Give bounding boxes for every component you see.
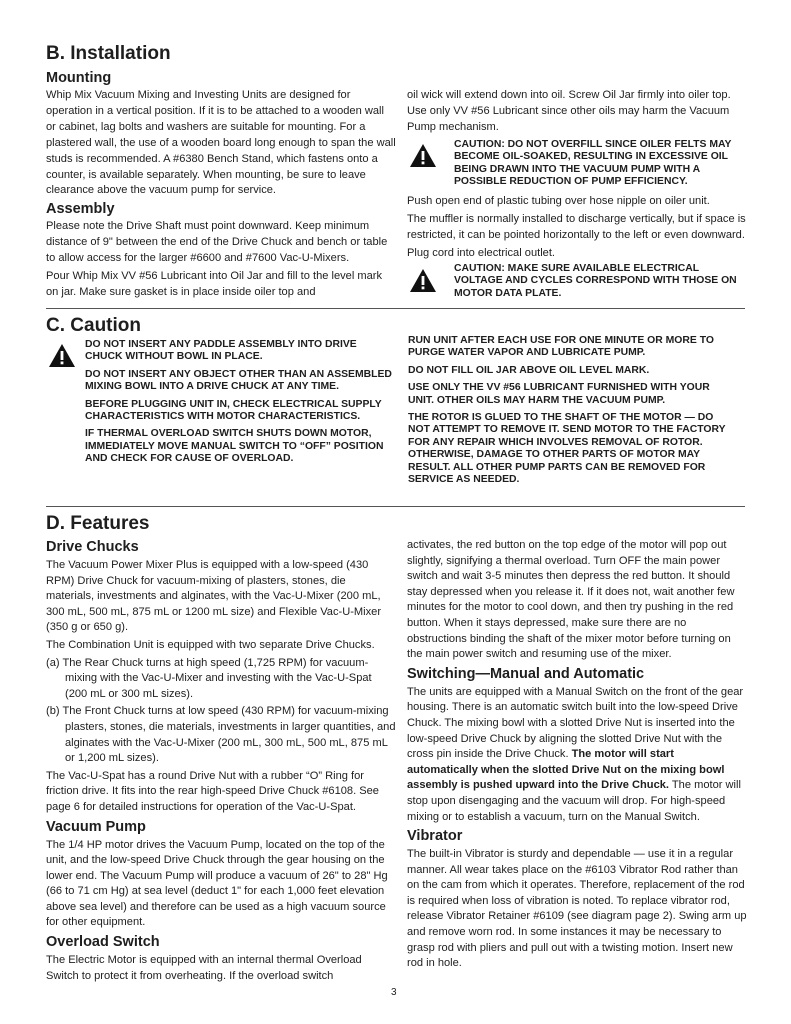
divider	[46, 506, 745, 507]
drive-chucks-title: Drive Chucks	[46, 539, 139, 555]
caution-item: IF THERMAL OVERLOAD SWITCH SHUTS DOWN MOTOR, IMMEDIATELY MOVE MANUAL SWITCH TO “OFF” POSITION AND CHECK FOR CAUSE OF OVERLOAD.	[85, 428, 384, 465]
mounting-text: Whip Mix Vacuum Mixing and Investing Units are designed for operation in a vertical position. If it is to be attached to a wooden wall or cabinet, lag bolts and washers are suitable for mounting. For a plastered wall, the use of a wooden board long enough to span the wall studs is recommended. A #6380 Bench Stand, which fastens onto a counter, is available separately. When mounting, be sure to leave clearance above the vacuum pump for service.	[46, 89, 396, 197]
section-d-left-column	[46, 539, 396, 986]
vacuum-pump-text: The 1/4 HP motor drives the Vacuum Pump, located on the top of the unit, and the low-speed Drive Chuck through the gear housing on the lower end. The Vacuum Pump will produce a vacuum of 26" to 28" Hg (66 to 71 cm Hg) at sea level (deduct 1" for each 1,000 feet elevation above sea level) and therefore can be used as a high vacuum source for other equipment.	[46, 838, 388, 929]
vibrator-title: Vibrator	[407, 828, 463, 845]
section-b-right-column-2	[407, 194, 747, 264]
drive-chucks-p2: The Combination Unit is equipped with two separate Drive Chucks.	[46, 638, 375, 651]
assembly-title: Assembly	[46, 201, 115, 218]
vibrator-text: The built-in Vibrator is sturdy and dependable — use it in a regular manner. All wear takes place on the #6103 Vibrator Rod rather than on the cam from which it operates. Therefore, replacement of the rod is required when loss of vibration is noted. To replace vibrator rod, release Vibrator Retainer #6109 (see diagram page 2). Swing arm up and remove worn rod. In some instances it may be necessary to grasp rod with pliers and pull out with a twisting motion. Insert new rod in hole.	[407, 848, 747, 970]
switching-text-2: The motor will stop upon disengaging and the vacuum will drop. For high-speed mixing or to establish a vacuum, turn on the Manual Switch.	[407, 779, 741, 823]
section-b-right-column	[407, 88, 745, 138]
warning-triangle-icon	[409, 143, 437, 168]
warning-triangle-icon	[409, 268, 437, 293]
assembly-p2: Pour Whip Mix VV #56 Lubricant into Oil Jar and fill to the level mark on jar. Make sure gasket is in place inside oiler top and	[46, 270, 383, 298]
overload-switch-title: Overload Switch	[46, 934, 160, 951]
switching-text-bold: The motor will start automatically when the slotted Drive Nut on the mixing bowl assembly is pushed upward into the Drive Chuck.	[407, 748, 725, 792]
mounting-title: Mounting	[46, 70, 112, 86]
section-c-heading: C. Caution	[46, 315, 141, 336]
assembly-p3: oil wick will extend down into oil. Screw Oil Jar firmly into oiler top. Use only VV #56 Lubricant since other oils may harm the Vacuum Pump mechanism.	[407, 89, 731, 133]
caution-left-list	[85, 339, 395, 471]
assembly-p1: Please note the Drive Shaft must point downward. Keep minimum distance of 9" between the end of the Drive Chuck and bench or table to allow access for the larger #6600 and #7600 Vac-U-Mixers.	[46, 220, 388, 265]
page-number: 3	[391, 987, 397, 998]
section-d-right-column	[407, 538, 747, 974]
caution-item: DO NOT FILL OIL JAR ABOVE OIL LEVEL MARK.	[408, 364, 650, 376]
caution-item: THE ROTOR IS GLUED TO THE SHAFT OF THE MOTOR — DO NOT ATTEMPT TO REMOVE IT. SEND MOTOR TO THE FACTORY FOR ANY REPAIR WHICH INVOLVES REMOVAL OF ROTOR. OTHERWISE, DAMAGE TO OTHER PARTS OF MOTOR MAY RESULT. ALL OTHER PUMP PARTS CAN BE REMOVED FOR SERVICE AS NEEDED.	[408, 412, 726, 486]
caution-overfill: CAUTION: DO NOT OVERFILL SINCE OILER FELTS MAY BECOME OIL-SOAKED, RESULTING IN EXCESSIVE OIL BEING DRAWN INTO THE VACUUM PUMP WITH A POSSIBLE REDUCTION OF PUMP EFFICIENCY.	[454, 139, 732, 188]
divider	[46, 308, 745, 309]
assembly-p6: Plug cord into electrical outlet.	[407, 246, 555, 259]
switching-text	[407, 685, 747, 825]
caution-item: DO NOT INSERT ANY OBJECT OTHER THAN AN ASSEMBLED MIXING BOWL INTO A DRIVE CHUCK AT ANY TIME.	[85, 368, 392, 393]
caution-right-list	[408, 335, 738, 491]
switching-text-1: The units are equipped with a Manual Switch on the front of the gear housing. There is an automatic switch built into the low-speed Drive Chuck. The mixing bowl with a slotted Drive Nut is inserted into the low-speed Drive Chuck by aligning the slotted Drive Nut with the cross pin inside the Drive Chuck.	[407, 685, 744, 761]
assembly-p5: The muffler is normally installed to discharge vertically, but if space is restricted, it can be pointed horizontally to the left or even downward.	[407, 212, 746, 241]
section-d-heading: D. Features	[46, 513, 150, 534]
section-b-left-column	[46, 88, 396, 303]
caution-voltage: CAUTION: MAKE SURE AVAILABLE ELECTRICAL VOLTAGE AND CYCLES CORRESPOND WITH THOSE ON MOTOR DATA PLATE.	[454, 263, 737, 299]
caution-item: DO NOT INSERT ANY PADDLE ASSEMBLY INTO DRIVE CHUCK WITHOUT BOWL IN PLACE.	[85, 339, 357, 363]
caution-item: RUN UNIT AFTER EACH USE FOR ONE MINUTE OR MORE TO PURGE WATER VAPOR AND LUBRICATE PUMP.	[408, 335, 714, 359]
caution-item: BEFORE PLUGGING UNIT IN, CHECK ELECTRICAL SUPPLY CHARACTERISTICS WITH MOTOR CHARACTERISTICS.	[85, 398, 382, 423]
drive-chucks-b: (b) The Front Chuck turns at low speed (430 RPM) for vacuum-mixing plasters, stones, die materials, investments in larger quantities, and alginates with the Vac-U-Mixer (200 mL, 300 mL, 500 mL, 875 mL or 1,200 mL sizes).	[46, 705, 396, 765]
assembly-p4: Push open end of plastic tubing over hose nipple on oiler unit.	[407, 195, 710, 207]
overload-switch-continued: activates, the red button on the top edge of the motor will pop out slightly, signifying a thermal overload. Turn OFF the main power switch and wait 3-5 minutes then depress the red button. It should stay depressed when you release it. If it does not, wait another few minutes for the motor to cool down, and then try pushing in the red button. When it stays depressed, make sure there are no obstructions binding the shaft of the mixer motor before turning on the main power switch and resuming use of the mixer.	[407, 539, 735, 661]
drive-chucks-p3: The Vac-U-Spat has a round Drive Nut with a rubber “O” Ring for friction drive. It fits into the rear high-speed Drive Chuck #6108. See page 6 for detailed instructions for operation of the Vac-U-Spat.	[46, 769, 379, 813]
drive-chucks-a: (a) The Rear Chuck turns at high speed (1,725 RPM) for vacuum-mixing with the Vac-U-Mixer and investing with the Vac-U-Spat (200 mL or 300 mL sizes).	[46, 656, 372, 700]
drive-chucks-p1: The Vacuum Power Mixer Plus is equipped with a low-speed (430 RPM) Drive Chuck for vacuum-mixing of plasters, stones, die materials, investments and alginates, with the Vac-U-Mixer (200 mL, 300 mL, 500 mL, 875 mL or 1200 mL size) and Flexible Vac-U-Mixer (350 g or 650 g).	[46, 559, 382, 634]
section-b-heading: B. Installation	[46, 43, 171, 64]
caution-item: USE ONLY THE VV #56 LUBRICANT FURNISHED WITH YOUR UNIT. OTHER OILS MAY HARM THE VACUUM PUMP.	[408, 382, 710, 406]
warning-triangle-icon	[48, 343, 76, 368]
switching-title: Switching—Manual and Automatic	[407, 665, 645, 682]
vacuum-pump-title: Vacuum Pump	[46, 818, 146, 835]
overload-switch-text: The Electric Motor is equipped with an internal thermal Overload Switch to protect it from overheating. If the overload switch	[46, 954, 362, 982]
